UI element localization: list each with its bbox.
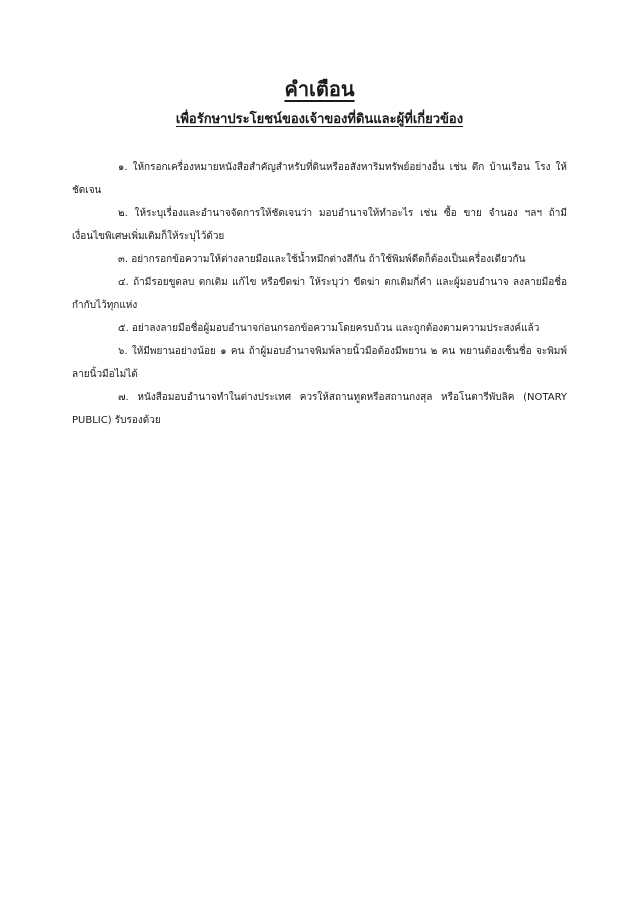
warning-list (72, 156, 567, 432)
warning-item: ๔. ถ้ามีรอยขูดลบ ตกเติม แก้ไข หรือขีดฆ่า ให้ระบุว่า ขีดฆ่า ตกเติมกี่คำ และผู้มอบอำนาจ ลงลายมือชื่อกำกับไว้ทุกแห่ง (72, 277, 567, 311)
warning-item: ๗. หนังสือมอบอำนาจทำในต่างประเทศ ควรให้สถานทูตหรือสถานกงสุล หรือโนตารีพับลิค (NOTARY PUBLIC) รับรองด้วย (72, 392, 567, 426)
warning-item: ๓. อย่ากรอกข้อความให้ต่างลายมือและใช้น้ำหมึกต่างสีกัน ถ้าใช้พิมพ์ดีดก็ต้องเป็นเครื่องเดียวกัน (118, 254, 526, 265)
warning-item: ๒. ให้ระบุเรื่องและอำนาจจัดการให้ชัดเจนว่า มอบอำนาจให้ทำอะไร เช่น ซื้อ ขาย จำนอง ฯลฯ ถ้ามีเงื่อนไขพิเศษเพิ่มเติมก็ให้ระบุไว้ด้วย (72, 208, 567, 242)
document-subtitle: เพื่อรักษาประโยชน์ของเจ้าของที่ดินและผู้ที่เกี่ยวข้อง (175, 112, 464, 127)
warning-item: ๕. อย่าลงลายมือชื่อผู้มอบอำนาจก่อนกรอกข้อความโดยครบถ้วน และถูกต้องตามความประสงค์แล้ว (118, 323, 540, 334)
document-title: คำเตือน (284, 77, 355, 101)
warning-item: ๑. ให้กรอกเครื่องหมายหนังสือสำคัญสำหรับที่ดินหรืออสังหาริมทรัพย์อย่างอื่น เช่น ตึก บ้านเรือน โรง ให้ชัดเจน (72, 162, 567, 196)
warning-item: ๖. ให้มีพยานอย่างน้อย ๑ คน ถ้าผู้มอบอำนาจพิมพ์ลายนิ้วมือต้องมีพยาน ๒ คน พยานต้องเซ็นชื่อ จะพิมพ์ลายนิ้วมือไม่ได้ (72, 346, 567, 380)
